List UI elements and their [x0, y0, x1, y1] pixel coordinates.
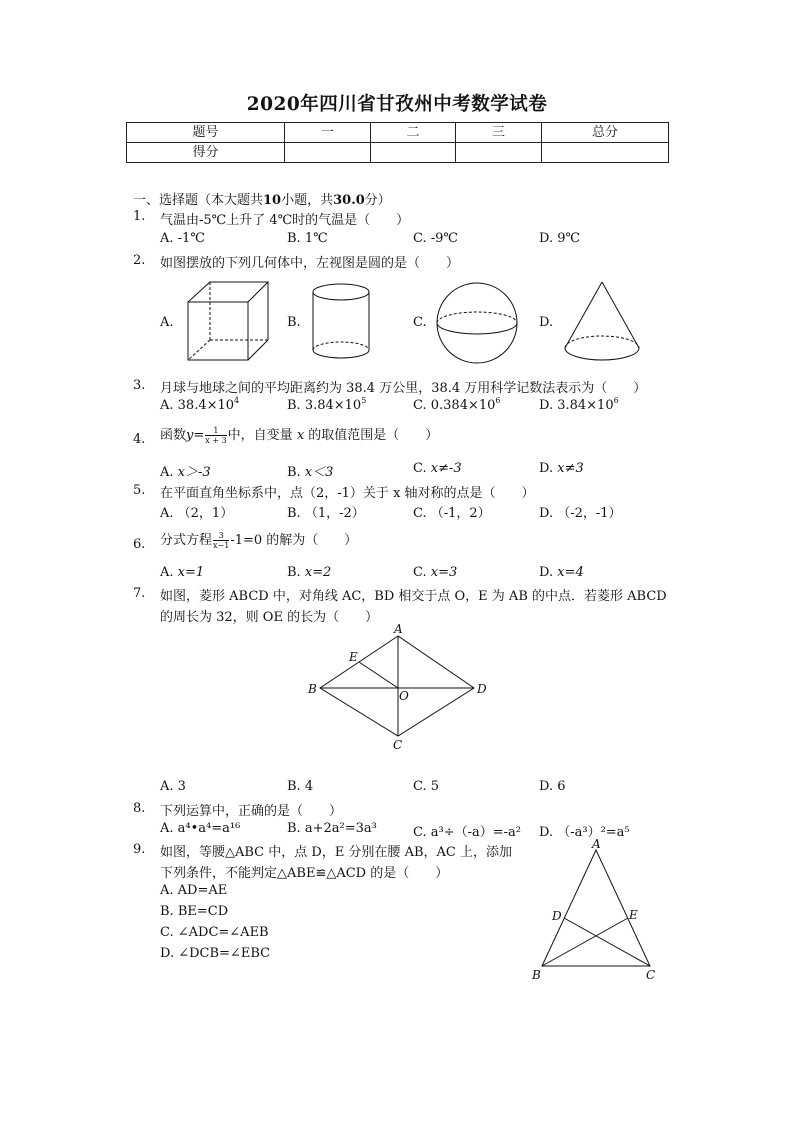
option-c: C. （-1，2） — [413, 506, 491, 521]
option-d: D. — [539, 315, 554, 330]
label-b: B — [308, 682, 317, 696]
option-a: A. a⁴•a⁴=a¹⁶ — [160, 821, 241, 836]
question-text-line1: 如图，等腰△ABC 中，点 D，E 分别在腰 AB，AC 上，添加 — [160, 845, 512, 860]
option-b: B. BE=CD — [160, 904, 229, 919]
label-a: A — [592, 837, 601, 851]
score-header-cell: 二 — [371, 123, 456, 143]
option-d: D. （-a³）²=a⁵ — [539, 825, 630, 840]
option-b: B. 1℃ — [287, 231, 328, 246]
question-number: 8. — [133, 801, 146, 816]
sphere-figure — [432, 280, 522, 366]
question-number: 9. — [133, 842, 146, 857]
question-number: 3. — [133, 378, 146, 393]
option-d: D. ∠DCB=∠EBC — [160, 946, 271, 961]
question-text: 如图摆放的下列几何体中，左视图是圆的是（ ） — [160, 256, 460, 271]
option-a: A. AD=AE — [160, 883, 228, 898]
section-heading: 一、选择题（本大题共10小题，共30.0分） — [133, 193, 391, 208]
score-header-cell: 题号 — [127, 123, 285, 143]
question-text: 分式方程 $\frac{3}{x-1}$ -1=0 的解为（ ） — [160, 531, 358, 550]
option-a: A. $38.4\times 10^4$ — [160, 396, 240, 413]
option-b: B. x＜3 — [287, 465, 334, 480]
question-text-line2: 下列条件，不能判定△ABE≌△ACD 的是（ ） — [160, 866, 449, 881]
option-c: C. $0.384\times 10^6$ — [413, 396, 501, 413]
question-text: 下列运算中，正确的是（ ） — [160, 804, 343, 819]
option-d: D. 9℃ — [539, 231, 581, 246]
score-table-header-row — [127, 123, 669, 143]
score-cell — [542, 143, 669, 163]
question-number: 2. — [133, 253, 146, 268]
option-d: D. x=4 — [539, 565, 584, 580]
option-a: A. -1℃ — [160, 231, 205, 246]
score-cell — [371, 143, 456, 163]
option-b: B. x=2 — [287, 565, 332, 580]
option-c: C. — [413, 315, 427, 330]
option-d: D. x≠3 — [539, 461, 584, 476]
label-e: E — [349, 650, 358, 664]
option-b: B. a+2a²=3a³ — [287, 821, 377, 836]
option-c: C. x=3 — [413, 565, 458, 580]
question-number: 4. — [133, 432, 146, 447]
option-a: A. — [160, 315, 174, 330]
page-title: 2020年四川省甘孜州中考数学试卷 — [246, 94, 548, 115]
score-header-cell: 一 — [285, 123, 371, 143]
fraction: $\frac{3}{x-1}$ — [213, 531, 230, 550]
label-o: O — [399, 689, 409, 703]
label-b: B — [532, 968, 541, 982]
score-table-row — [127, 143, 669, 163]
score-cell — [285, 143, 371, 163]
score-cell — [456, 143, 542, 163]
option-c: C. a³÷（-a）=-a² — [413, 825, 521, 840]
cylinder-figure — [306, 280, 376, 364]
option-a: A. （2，1） — [160, 506, 234, 521]
question-text: 月球与地球之间的平均距离约为 38.4 万公里，38.4 万用科学记数法表示为（ ） — [160, 381, 647, 396]
score-header-cell: 总分 — [542, 123, 669, 143]
rhombus-figure — [302, 622, 492, 752]
score-row-label: 得分 — [127, 143, 285, 163]
question-number: 1. — [133, 209, 146, 224]
question-text-line1: 如图，菱形 ABCD 中，对角线 AC，BD 相交于点 O，E 为 AB 的中点．若菱形 ABCD — [160, 589, 667, 604]
question-text: 函数y= $\frac{1}{x + 3}$ 中，自变量 x 的取值范围是（ ） — [160, 426, 439, 445]
option-d: D. （-2，-1） — [539, 506, 622, 521]
score-table — [126, 122, 669, 163]
option-c: C. 5 — [413, 779, 440, 794]
label-d: D — [552, 909, 562, 923]
question-number: 7. — [133, 586, 146, 601]
option-d: D. 6 — [539, 779, 566, 794]
fraction: $\frac{1}{x + 3}$ — [205, 426, 227, 445]
question-text: 在平面直角坐标系中，点（2，-1）关于 x 轴对称的点是（ ） — [160, 486, 535, 501]
label-c: C — [393, 738, 403, 752]
label-a: A — [394, 622, 403, 636]
question-number: 5. — [133, 483, 146, 498]
option-b: B. 4 — [287, 779, 314, 794]
option-b: B. $3.84\times 10^5$ — [287, 396, 367, 413]
option-d: D. $3.84\times 10^6$ — [539, 396, 619, 413]
cone-figure — [560, 278, 644, 366]
option-a: A. x＞-3 — [160, 465, 211, 480]
option-a: A. x=1 — [160, 565, 205, 580]
question-number: 6. — [133, 537, 146, 552]
option-c: C. ∠ADC=∠AEB — [160, 925, 269, 940]
question-text-line2: 的周长为 32，则 OE 的长为（ ） — [160, 610, 379, 625]
option-b: B. — [287, 315, 301, 330]
question-text: 气温由-5℃上升了 4℃时的气温是（ ） — [160, 213, 410, 228]
score-header-cell: 三 — [456, 123, 542, 143]
option-b: B. （1，-2） — [287, 506, 365, 521]
isosceles-triangle-figure — [528, 836, 662, 984]
label-d: D — [477, 682, 487, 696]
option-c: C. -9℃ — [413, 231, 458, 246]
label-e: E — [629, 908, 638, 922]
label-c: C — [646, 968, 656, 982]
option-c: C. x≠-3 — [413, 461, 462, 476]
cube-figure — [180, 278, 272, 364]
option-a: A. 3 — [160, 779, 186, 794]
